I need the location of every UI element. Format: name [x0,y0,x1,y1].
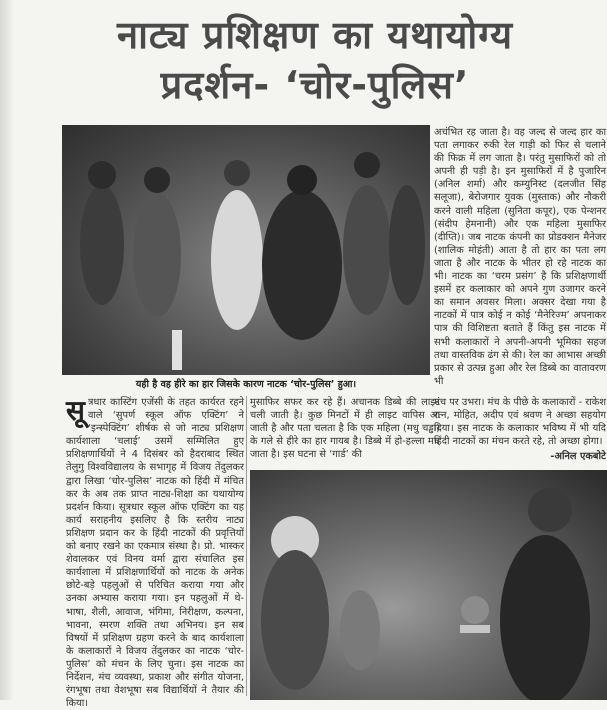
article-column-conclusion [434,396,606,463]
column-text: मुसाफिर सफर कर रहे हैं। अचानक डिब्बे की लाइट चली जाती है। कुछ मिनटों में ही लाइट वापिस आ जाती है और पता चलता है कि एक महिला (मधु चड्ढा) के गले से हीरे का हार गायब है। डिब्बे में हो-हल्ला मच जाता है। इस घटना से ‘गार्ड’ की [250,397,440,461]
headline-line-2: प्रदर्शन- ‘चोर-पुलिस’ [160,63,470,107]
article-column-middle [250,396,440,461]
column-text: अचंभित रह जाता है। वह जल्द से जल्द हार का पता लगाकर रुकी रेल गाड़ी को फिर से चलाने की फिक्र में लग जाता है। परंतु मुसाफिरों को तो अपनी ही पड़ी है। इन मुसाफिरों में है पुजारिन (अनिल शर्मा) और कम्युनिस्ट (दलजीत सिंह सलूजा), बेरोजगार युवक (मुस्ताक) और नौकरी करने वाली महिला (सुनिता कपूर), एक पेन्शनर (संदीप हेमनानी) और एक महिला मुसाफिर (दीप्ति)। जब नाटक कंपनी का प्रोडक्शन मैनेजर (शालिक मोहंती) आता है तो हार का पता लग जाता है और नाटक के भीतर हो रहे नाटक का भी। नाटक का ‘चरम प्रसंग’ है कि प्रशिक्षणार्थी इसमें हर कलाकार को अपने गुण उजागर करने का समान अवसर मिला। अक्सर देखा गया है नाटकों में पात्र कोई न कोई ‘मैनेरिज्म’ अपनाकर पात्र की विशिष्टता बताते हैं किंतु इस नाटक में सभी कलाकारों ने अपनी-अपनी भूमिका सहज तथा वास्तविक ढंग से की। रेल का आभास अच्छी प्रकार से उत्पन्न हुआ और रेल डिब्बे का वातावरण भी [434,127,606,387]
performance-photo-1 [62,125,430,375]
column-divider [246,396,247,696]
headline-line-1: नाट्य प्रशिक्षण का यथायोग्य [116,13,513,57]
article-column-right [434,126,606,388]
column-text: मंच पर उभरा। मंच के पीछे के कलाकारों - राकेश रत्न, मोहित, अदीप एवं श्रवण ने अच्छा सहयोग दिया। इस नाटक के कलाकार भविष्य में भी यदि हिंदी नाटकों का मंचन करते रहे, तो अच्छा होगा। [434,397,606,448]
photo-1-caption: यही है वह हीरे का हार जिसके कारण नाटक ‘चोर-पुलिस’ हुआ। [135,379,357,390]
byline: -अनिल एकबोटे [550,451,606,463]
article-column-left [66,396,244,710]
performance-photo-2 [250,470,607,700]
column-text: त्रधार कास्टिंग एजेंसी के तहत कार्यरत रहने वाले ‘सुपर्ण स्कूल ऑफ एक्टिंग’ ने ‘इन्स्पेक्टिंग’ शीर्षक से जो नाट्य प्रशिक्षण कार्यशाला ‘चलाई’ उसमें सम्मिलित हुए प्रशिक्षणार्थियों ने 4 दिसंबर को हैदराबाद स्थित तेलुगु विश्वविद्यालय के सभागृह में विजय तेंदुलकर द्वारा लिखा ‘चोर-पुलिस’ नाटक को हिंदी में मंचित कर के अब तक प्राप्त नाट्य-शिक्षा का यथायोग्य प्रदर्शन किया। सूत्रधार स्कूल ऑफ एक्टिंग का यह कार्य सराहनीय इसलिए है कि स्तरीय नाट्य प्रशिक्षण प्रदान कर के हिंदी नाटकों की प्रवृत्तियों को बनाए रखने का एकमात्र संस्था है। प्रो. भास्कर शेवालकर एवं विनय वर्मा द्वारा संचालित इस कार्यशाला में प्रशिक्षणार्थियों को नाटक के अनेक छोटे-बड़े पहलुओं से परिचित कराया गया और उनका अभ्यास कराया गया। इन पहलुओं में थे- भाषा, शैली, आवाज, भंगिमा, निरीक्षण, कल्पना, भावना, स्मरण शक्ति तथा अभिनय। इन सब विषयों में प्रशिक्षण ग्रहण करने के बाद कार्यशाला के कलाकारों ने विजय तेंदुलकर का नाटक ‘चोर-पुलिस’ को मंचन के लिए चुना। इस नाटक का निर्देशन, मंच व्यवस्था, प्रकाश और संगीत योजना, रंगभूषा तथा वेशभूषा सब विद्यार्थियों ने तैयार की किया। [66,397,244,710]
headline [30,10,600,110]
scan-edge [0,0,14,700]
drop-cap: सू [66,394,85,427]
